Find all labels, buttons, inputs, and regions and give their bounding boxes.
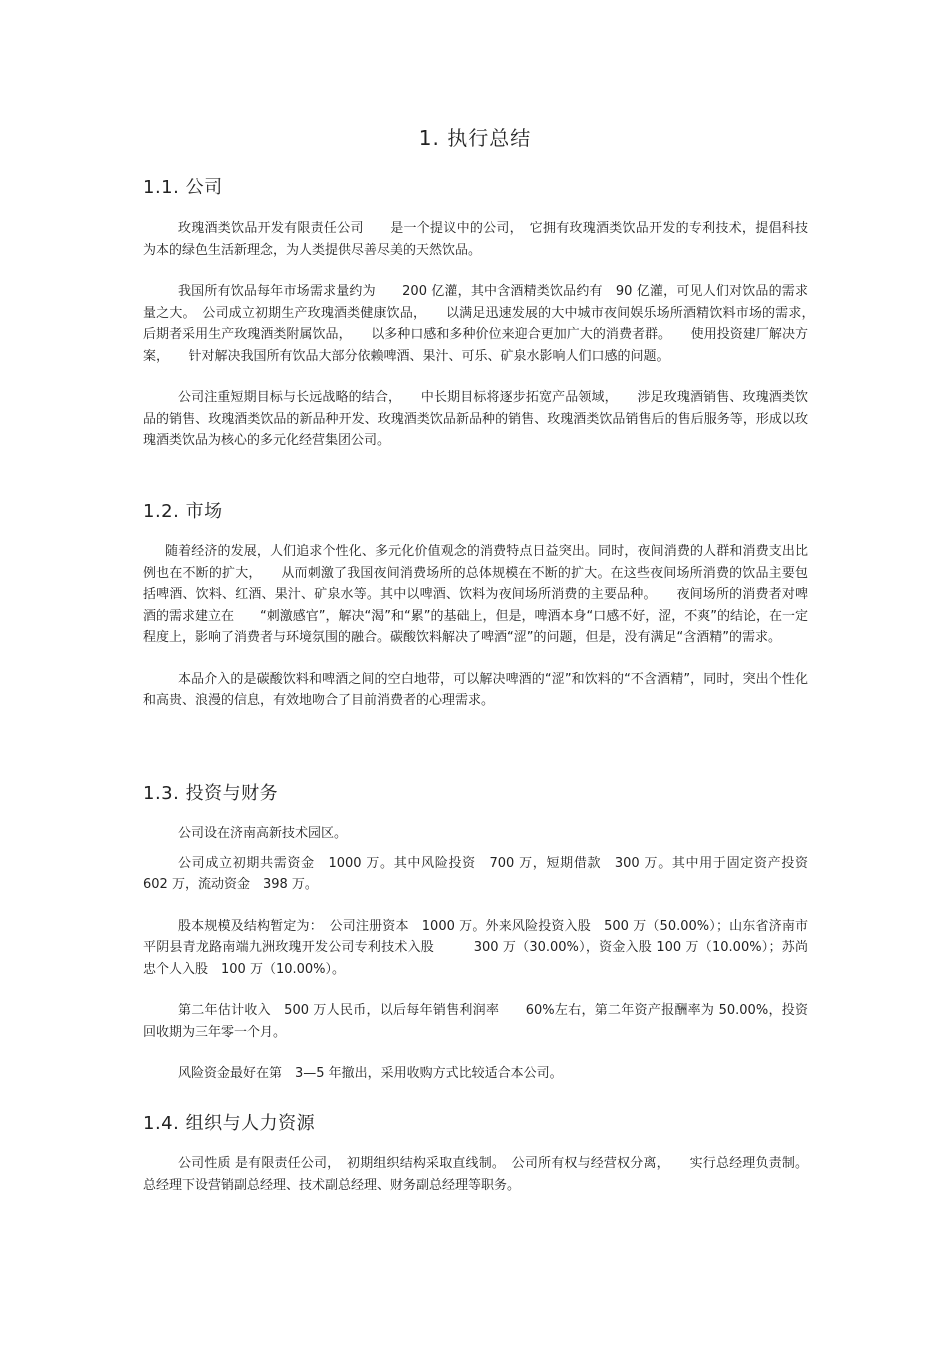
section-heading-investment-finance: 1.3. 投资与财务 (143, 783, 279, 804)
paragraph: 公司注重短期目标与长远战略的结合， 中长期目标将逐步拓宽产品领域， 涉足玫瑰酒销售、玫瑰酒类饮品的销售、玫瑰酒类饮品的新品种开发、玫瑰酒类饮品新品种的销售、玫瑰酒类饮品销售后的售后服务等，形成以玫瑰酒类饮品为核心的多元化经营集团公司。 (143, 390, 808, 448)
paragraph: 公司性质 是有限责任公司， 初期组织结构采取直线制。 公司所有权与经营权分离， 实行总经理负责制。总经理下设营销副总经理、技术副总经理、财务副总经理等职务。 (143, 1156, 808, 1193)
paragraph: 玫瑰酒类饮品开发有限责任公司 是一个提议中的公司， 它拥有玫瑰酒类饮品开发的专利技术，提倡科技为本的绿色生活新理念，为人类提供尽善尽美的天然饮品。 (143, 221, 808, 258)
paragraph: 第二年估计收入 500 万人民币，以后每年销售利润率 60%左右，第二年资产报酬率为 50.00%，投资回收期为三年零一个月。 (143, 1003, 808, 1040)
section-heading-company: 1.1. 公司 (143, 177, 223, 198)
paragraph: 风险资金最好在第 3—5 年撤出，采用收购方式比较适合本公司。 (178, 1066, 563, 1081)
section-body-company (143, 218, 835, 472)
paragraph: 随着经济的发展，人们追求个性化、多元化价值观念的消费特点日益突出。同时，夜间消费的人群和消费支出比例也在不断的扩大， 从而刺激了我国夜间消费场所的总体规模在不断的扩大。在这些夜间场所消费的饮品主要包括啤酒、饮料、红酒、果汁、矿泉水等。其中以啤酒、饮料为夜间场所消费的主要品种。 夜间场所的消费者对啤酒的需求建立在 “刺激感官”，解决“渴”和“累”的基础上，但是，啤酒本身“口感不好，涩，不爽”的结论，在一定程度上，影响了消费者与环境氛围的融合。碳酸饮料解决了啤酒“涩”的问题，但是，没有满足“含酒精”的需求。 (143, 544, 808, 645)
document-title: 1. 执行总结 (418, 126, 532, 150)
paragraph: 本品介入的是碳酸饮料和啤酒之间的空白地带，可以解决啤酒的“涩”和饮料的“不含酒精”，同时，突出个性化和高贵、浪漫的信息，有效地吻合了目前消费者的心理需求。 (143, 671, 808, 708)
section-heading-organization-hr: 1.4. 组织与人力资源 (143, 1113, 316, 1134)
section-heading-market: 1.2. 市场 (143, 501, 223, 522)
paragraph: 我国所有饮品每年市场需求量约为 200 亿灌，其中含酒精类饮品约有 90 亿灌，可见人们对饮品的需求量之大。 公司成立初期生产玫瑰酒类健康饮品， 以满足迅速发展的大中城市夜间娱乐场所酒精饮料市场的需求， 后期者采用生产玫瑰酒类附属饮品， 以多种口感和多种价位来迎合更加广大的消费者群。 使用投资建厂解决方案， 针对解决我国所有饮品大部分依赖啤酒、果汁、可乐、矿泉水影响人们口感的问题。 (143, 284, 835, 364)
paragraph: 公司成立初期共需资金 1000 万。其中风险投资 700 万，短期借款 300 万。其中用于固定资产投资 602 万，流动资金 398 万。 (143, 855, 822, 892)
section-body-investment-finance (143, 823, 822, 1105)
section-body-market (143, 541, 808, 732)
paragraph: 公司设在济南高新技术园区。 (178, 826, 348, 841)
section-body-organization-hr (143, 1153, 808, 1216)
paragraph: 股本规模及结构暂定为： 公司注册资本 1000 万。外来风险投资入股 500 万（50.00%）；山东省济南市平阴县青龙路南端九洲玫瑰开发公司专利技术入股 300 万（30.00%），资金入股 100 万（10.00%）；苏尚忠个人入股 100 万（10.00%）。 (143, 918, 808, 977)
